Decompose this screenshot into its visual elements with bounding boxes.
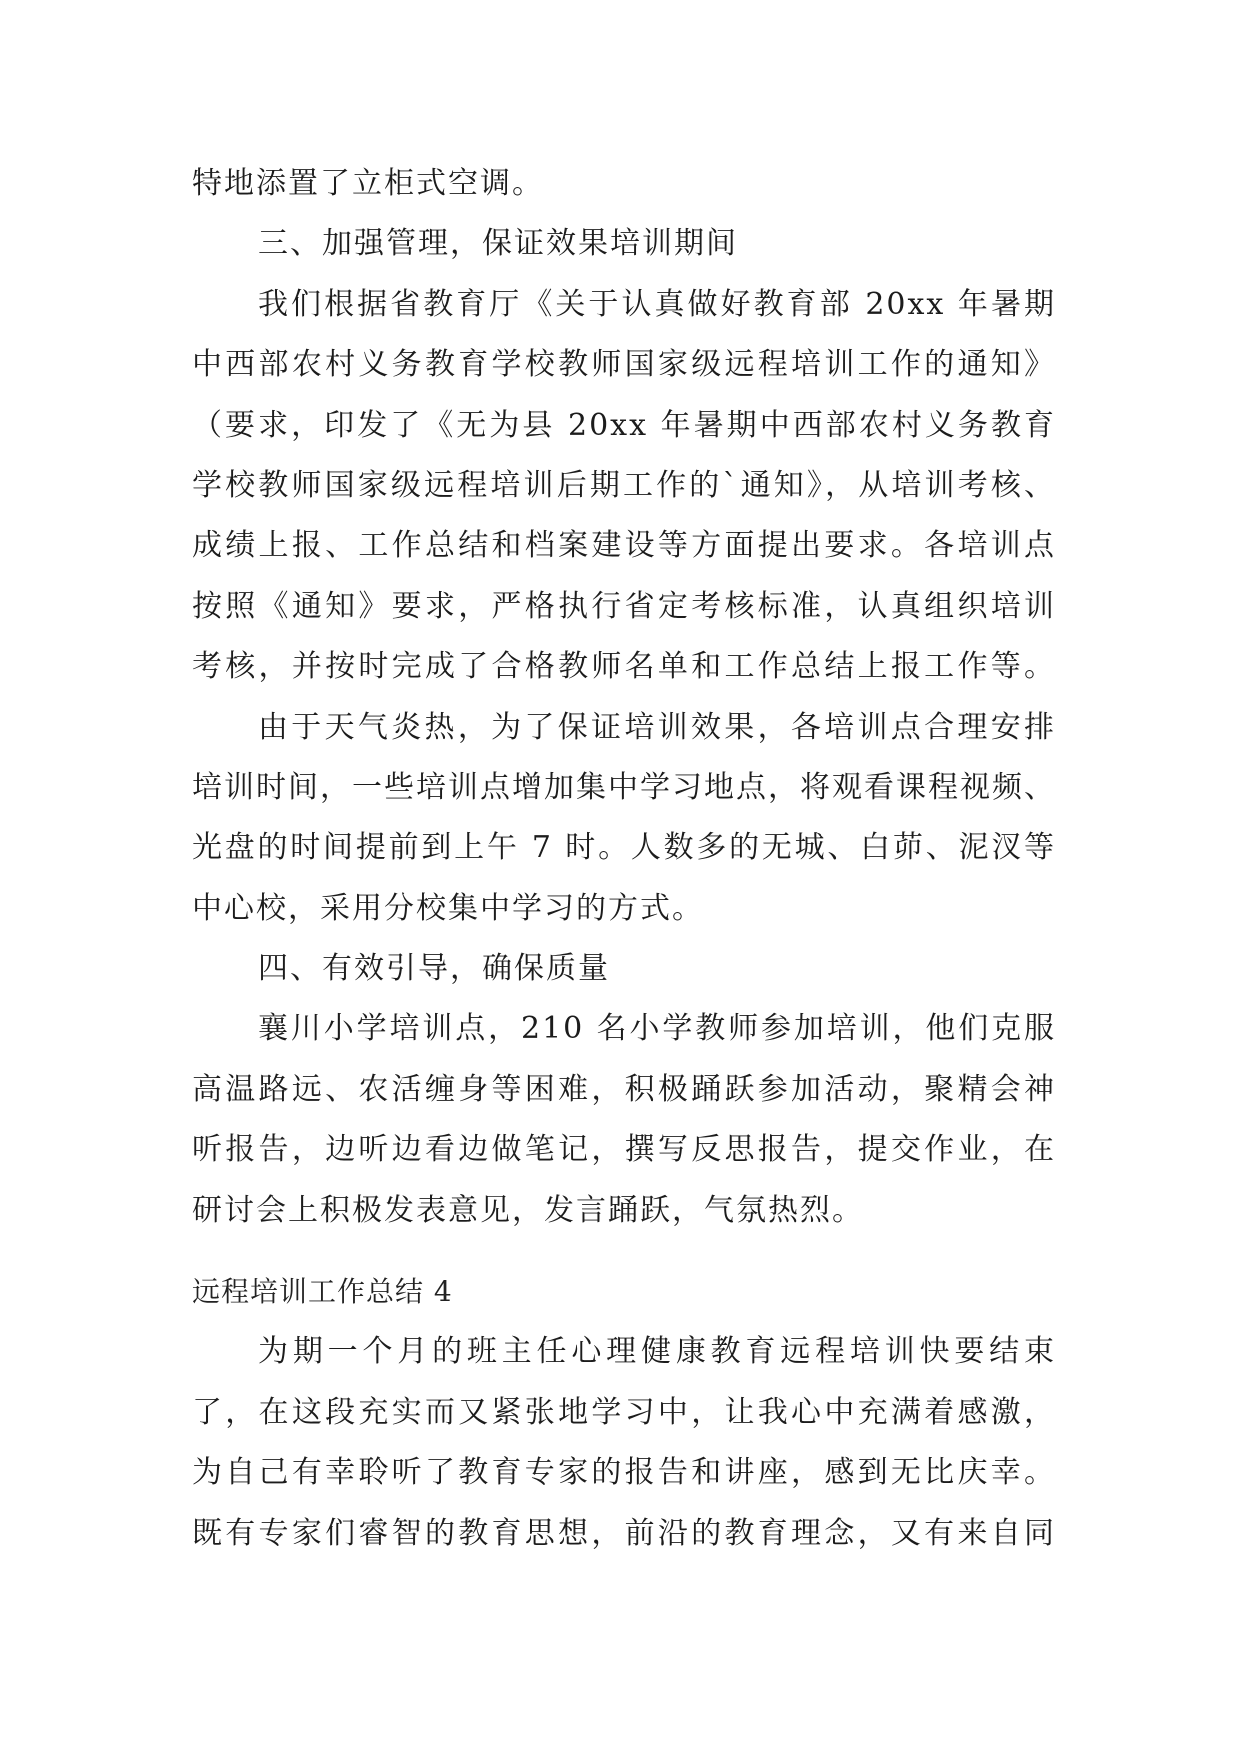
subheading-line: 三、加强管理，保证效果培训期间 (258, 226, 738, 262)
text-line: 听报告，边听边看边做笔记，撰写反思报告，提交作业，在 (192, 1132, 1056, 1168)
subheading-paragraph (192, 939, 1056, 999)
subheading-paragraph (192, 214, 1056, 274)
text-line: 为自己有幸聆听了教育专家的报告和讲座，感到无比庆幸。 (192, 1455, 1056, 1491)
paragraph (192, 1322, 1056, 1564)
text-line: 中西部农村义务教育学校教师国家级远程培训工作的通知》 (192, 347, 1056, 383)
text-line: 高温路远、农活缠身等困难，积极踊跃参加活动，聚精会神 (192, 1071, 1056, 1107)
text-line: 特地添置了立柜式空调。 (192, 166, 544, 201)
text-line: （要求，印发了《无为县 20xx 年暑期中西部农村义务教育 (192, 407, 1056, 443)
text-line: 考核，并按时完成了合格教师名单和工作总结上报工作等。 (192, 649, 1056, 685)
text-line: 按照《通知》要求，严格执行省定考核标准，认真组织培训 (192, 588, 1056, 624)
text-line: 我们根据省教育厅《关于认真做好教育部 20xx 年暑期 (258, 286, 1056, 322)
text-line: 襄川小学培训点，210 名小学教师参加培训，他们克服 (258, 1011, 1056, 1047)
subheading-line: 四、有效引导，确保质量 (258, 951, 610, 987)
paragraph (192, 154, 1056, 214)
text-line: 由于天气炎热，为了保证培训效果，各培训点合理安排 (258, 709, 1056, 745)
text-line: 中心校，采用分校集中学习的方式。 (192, 890, 704, 926)
section-heading: 远程培训工作总结 4 (192, 1275, 453, 1309)
paragraph (192, 275, 1056, 698)
text-line: 了，在这段充实而又紧张地学习中，让我心中充满着感激， (192, 1394, 1056, 1430)
text-line: 为期一个月的班主任心理健康教育远程培训快要结束 (258, 1334, 1056, 1370)
paragraph (192, 999, 1056, 1241)
text-line: 成绩上报、工作总结和档案建设等方面提出要求。各培训点 (192, 528, 1056, 564)
paragraph (192, 698, 1056, 940)
text-line: 培训时间，一些培训点增加集中学习地点，将观看课程视频、 (192, 769, 1056, 805)
document-body (192, 154, 1056, 1564)
text-line: 研讨会上积极发表意见，发言踊跃，气氛热烈。 (192, 1192, 864, 1228)
text-line: 学校教师国家级远程培训后期工作的`通知》，从培训考核、 (192, 467, 1056, 503)
text-line: 光盘的时间提前到上午 7 时。人数多的无城、白茆、泥汊等 (192, 830, 1056, 866)
text-line: 既有专家们睿智的教育思想，前沿的教育理念，又有来自同 (192, 1515, 1056, 1551)
